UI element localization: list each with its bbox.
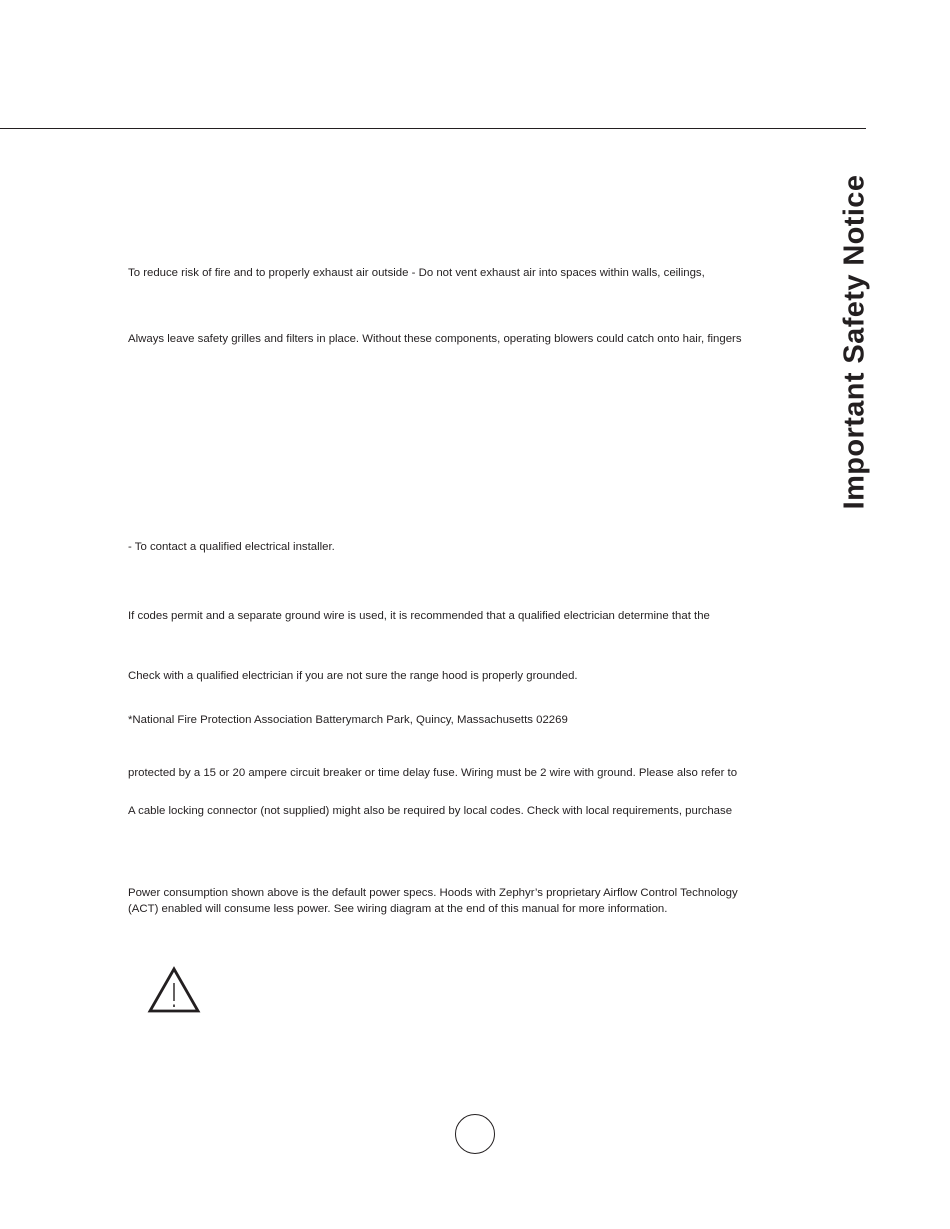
paragraph-ground-wire: If codes permit and a separate ground wire is used, it is recommended that a qualified electrician determine that the	[128, 610, 710, 622]
warning-triangle-icon	[147, 966, 201, 1014]
side-title: Important Safety Notice	[838, 174, 871, 510]
paragraph-safety-grilles: Always leave safety grilles and filters in place. Without these components, operating blowers could catch onto hair, fingers	[128, 333, 742, 345]
page-number-circle	[455, 1114, 495, 1154]
paragraph-power-consumption-1: Power consumption shown above is the default power specs. Hoods with Zephyr’s proprietary Airflow Control Technology	[128, 887, 738, 899]
header-rule	[0, 128, 866, 129]
paragraph-check-grounding: Check with a qualified electrician if you are not sure the range hood is properly grounded.	[128, 670, 578, 682]
paragraph-circuit-breaker: protected by a 15 or 20 ampere circuit breaker or time delay fuse. Wiring must be 2 wire with ground. Please also refer to	[128, 767, 738, 779]
paragraph-nfpa-footnote: *National Fire Protection Association Batterymarch Park, Quincy, Massachusetts 02269	[128, 714, 568, 726]
paragraph-vent-warning: To reduce risk of fire and to properly exhaust air outside - Do not vent exhaust air into spaces within walls, ceilings,	[128, 267, 705, 279]
paragraph-contact-installer: - To contact a qualified electrical installer.	[128, 541, 335, 553]
paragraph-cable-connector: A cable locking connector (not supplied) might also be required by local codes. Check with local requirements, purchase	[128, 805, 733, 817]
paragraph-power-consumption-2: (ACT) enabled will consume less power. See wiring diagram at the end of this manual for more information.	[128, 903, 668, 915]
